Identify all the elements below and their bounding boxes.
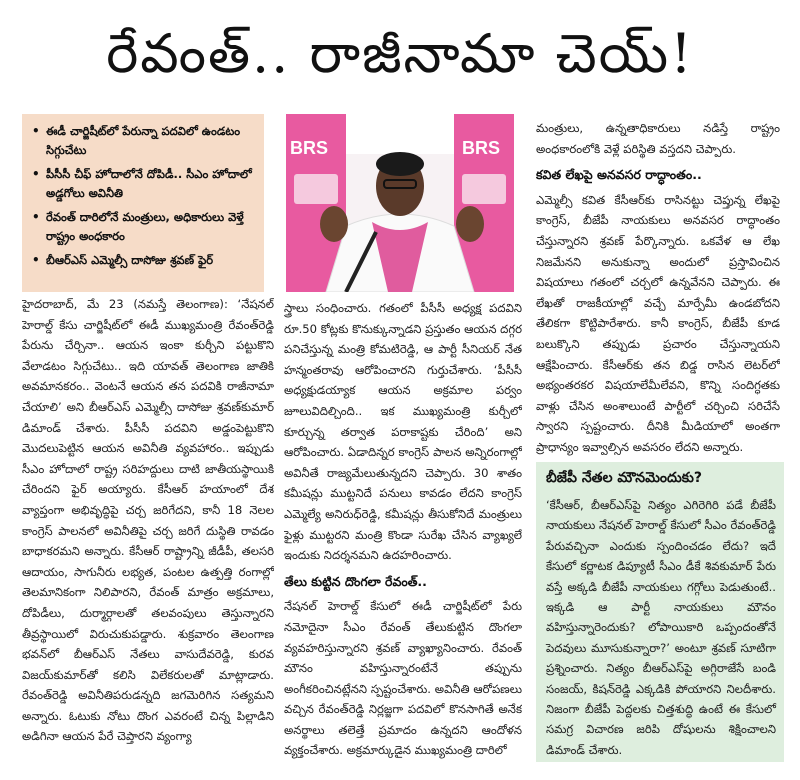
bullet-icon: • (32, 124, 40, 138)
headline: రేవంత్.. రాజీనామా చెయ్! (106, 22, 694, 85)
sidebar-text: ‘కేసీఆర్, బీఆర్‌ఎస్‌పై నిత్యం ఎగిరెగిరి పడే బీజేపీ నాయకులు నేషనల్ హెరాల్డ్ కేసులో సీఎం రేవంత్‌రెడ్డి పేరువచ్చినా ఎందుకు స్పందించడం లేదు? ఇదే కేసులో కర్ణాటక డిప్యూటీ సీఎం డీకే శివకుమార్ పేరు వస్తే అక్కడి బీజేపీ నాయకులు గగ్గోలు పెడుతుంటే.. ఇక్కడి ఆ పార్టీ నాయకులు మౌనం వహిస్తున్నారెందుకు? లోపాయికారి ఒప్పందంతోనే పెదవులు మూసుకున్నారా?’ అంటూ శ్రవణ్ సూటిగా ప్రశ్నించారు. నిత్యం బీఆర్‌ఎస్‌పై అగ్గిరాజేసే బండి సంజయ్, కిషన్‌రెడ్డి ఎక్కడికి పోయారని నిలదీశారు. నిజంగా బీజేపీ పెద్దలకు చిత్తశుద్ధి ఉంటే ఈ కేసులో సమగ్ర విచారణ జరిపి దోషులను శిక్షించాలని డిమాండ్ చేశారు. (546, 498, 776, 757)
body-text: స్త్రాలు సంధించారు. గతంలో పీసీసీ అధ్యక్ష పదవిని రూ.50 కోట్లకు కొనుక్కున్నాడని ప్రస్తుతం ఆయన దగ్గర పనిచేస్తున్న మంత్రి కోమటిరెడ్డి, ఆ పార్టీ సీనియర్ నేత హన్మంతరావు ఆరోపించారని గుర్తుచేశారు. ‘పీసీసీ అధ్యక్షుడయ్యాక ఆయన అక్రమాల పర్వం జూలువిదిల్చింది.. ఇక ముఖ్యమంత్రి కుర్చీలో కూర్చున్న తర్వాత పరాకాష్టకు చేరింది’ అని ఆరోపించారు. ఏడాదిన్నర కాంగ్రెస్ పాలన అన్నిరంగాల్లో అవినీతే రాజ్యమేలుతున్నదని చెప్పారు. 30 శాతం కమీషన్లు ముట్టనిదే పనులు కావడం లేదని కాంగ్రెస్ ఎమ్మెల్యే అనిరుధ్‌రెడ్డి, కమీషన్లు తీసుకోనిదే మంత్రులు ఫైళ్లు ముట్టరని మంత్రి కొండా సురేఖ చేసిన వ్యాఖ్యలే ఇందుకు నిదర్శనమని ఉదహరించారు. (284, 301, 522, 563)
banner-logo: BRS (462, 138, 501, 158)
body-text: ‘నేషనల్ హెరాల్డ్ కేసు చార్జిషీట్‌లో ఈడీ ముఖ్యమంత్రి రేవంత్‌రెడ్డి పేరును చేర్చినా.. ఆయన ఇంకా కుర్చీని పట్టుకొని వేలాడటం సిగ్గుచేటు.. ఇది యావత్ తెలంగాణ జాతికి అవమానకరం.. వెంటనే ఆయన తన పదవికి రాజీనామా చేయాలి’ అని బీఆర్‌ఎస్ ఎమ్మెల్సీ దాసోజు శ్రవణ్‌కుమార్ డిమాండ్ చేశారు. పీసీసీ పదవిని అడ్డంపెట్టుకొని మొదలుపెట్టిన ఆయన అవినీతి వ్యవహారం.. ఇప్పుడు సీఎం హోదాలో రాష్ట్ర సరిహద్దులు దాటి జాతీయస్థాయికి చేరిందని ఫైర్ అయ్యారు. కేసీఆర్ హయాంలో దేశ వ్యాప్తంగా అభివృద్ధిపై చర్చ జరిగేదని, కానీ 18 నెలల కాంగ్రెస్ పాలనలో అవినీతిపై చర్చ జరిగే దుస్థితి రావడం బాధాకరమని అన్నారు. కేసీఆర్ రాష్ట్రాన్ని జీడీపీ, తలసరి ఆదాయం, సాగునీరు లభ్యత, పంటల ఉత్పత్తి రంగాల్లో తెలమానికంగా నిలిపారని, రేవంత్ మాత్రం అక్రమాలు, దోపిడీలు, దుర్మార్గాలతో తలవంపులు తెస్తున్నారని తీవ్రస్థాయిలో విరుచుకుపడ్డారు. శుక్రవారం తెలంగాణ భవన్‌లో బీఆర్‌ఎస్ నేతలు వాసుదేవరెడ్డి, కురవ విజయ్‌కుమార్‌తో కలిసి విలేకరులతో మాట్లాడారు. రేవంత్‌రెడ్డి అవినీతిపరుడన్నది జగమెరిగిన సత్యమని అన్నారు. ఓటుకు నోటు దొంగ ఎవరంటే చిన్న పిల్లాడిని అడిగినా ఆయన పేరే చెప్తారని వ్యంగ్యా (22, 297, 274, 744)
highlight-text: ఈడీ చార్జిషీట్‌లో పేరున్నా పదవిలో ఉండటం సిగ్గుచేటు (46, 124, 241, 157)
body-text: మంత్రులు, ఉన్నతాధికారులు నడిస్తే రాష్ట్రం అంధకారంలోకి వెళ్లే పరిస్థితి వస్తదని చెప్పారు. (536, 121, 780, 156)
highlight-text: పీసీసీ చీఫ్ హోదాలోనే దోపిడీ.. సీఎం హోదాలో అడ్డగోలు అవినీతి (46, 167, 252, 200)
speaker-photo-graphic (286, 114, 514, 292)
bjp-sidebar-box (536, 462, 784, 762)
article-column-1 (22, 294, 274, 764)
banner-logo: BRS (290, 138, 329, 158)
highlight-item (32, 251, 256, 270)
highlight-item (32, 208, 256, 246)
bullet-icon: • (32, 210, 40, 224)
highlight-item (32, 165, 256, 203)
subheading: కవిత లేఖపై అనవసర రాద్ధాంతం.. (536, 167, 702, 183)
body-text: ఎమ్మెల్సీ కవిత కేసీఆర్‌కు రాసినట్టు చెప్తున్న లేఖపై కాంగ్రెస్, బీజేపీ నాయకులు అనవసర రాద్ధాంతం చేస్తున్నారని శ్రవణ్ పేర్కొన్నారు. ఒకవేళ ఆ లేఖ నిజమేనని అనుకున్నా అందులో ప్రస్తావించిన విషయాలు గతంలో చర్చలో ఉన్నవేనని చెప్పారు. ఈ లేఖతో రాజకీయాల్లో వచ్చే మార్పేమీ ఉండబోదని తేలికగా కొట్టిపారేశారు. కానీ కాంగ్రెస్, బీజేపీ కూడ బలుక్కొని తప్పుడు ప్రచారం చేస్తున్నాయని ఆక్షేపించారు. కేసీఆర్‌కు తన బిడ్డ రాసిన లెటర్‌లో అభ్యంతరకర విషయాలేమీలేవని, కొన్ని సందిగ్ధతకు వాళ్లు చేసిన అంశాలుంటే పార్టీలో చర్చించి సరిచేసే స్వారని స్పష్టంచారు. దీనికి మీడియాలో అంతగా ప్రాధాన్యం ఇవ్వాల్సిన అవసరం లేదని అన్నారు. (536, 192, 780, 454)
article-column-3 (536, 118, 780, 458)
left-hand (320, 206, 348, 242)
bullet-icon: • (32, 167, 40, 181)
right-hand (456, 206, 484, 242)
dateline: హైదరాబాద్, మే 23 (నమస్తే తెలంగాణ): (22, 297, 228, 311)
article-column-2 (284, 298, 522, 768)
body-text: నేషనల్ హెరాల్డ్ కేసులో ఈడీ చార్జిషీట్‌లో పేరు నమోదైనా సీఎం రేవంత్ తేలుకుట్టిన దొంగలా వ్యవహరిస్తున్నారని శ్రవణ్ వ్యాఖ్యానించారు. రేవంత్ మౌనం వహిస్తున్నారంటేనే తప్పును అంగీకరించినట్లేనని స్పష్టంచేశారు. అవినీతి ఆరోపణలు వచ్చిన రేవంత్‌రెడ్డి నిర్లజ్జగా పదవిలో కొనసాగితే అనేక అనర్థాలు తలెత్తే ప్రమాదం ఉన్నదని ఆందోళన వ్యక్తంచేశారు. అక్రమార్కుడైన ముఖ్యమంత్రి దారిలో (284, 599, 522, 758)
highlight-text: రేవంత్ దారిలోనే మంత్రులు, అధికారులు వెళ్తే రాష్ట్రం అంధకారం (46, 210, 244, 243)
subheading: తేలు కుట్టిన దొంగలా రేవంత్.. (284, 573, 427, 589)
bullet-icon: • (32, 253, 40, 267)
speaker-photo (286, 114, 514, 292)
highlights-box (22, 114, 264, 292)
highlight-text: బీఆర్‌ఎస్ ఎమ్మెల్సీ దాసోజు శ్రవణ్ ఫైర్ (46, 253, 214, 267)
highlight-item (32, 122, 256, 160)
sidebar-title: బీజేపీ నేతల మౌనమెందుకు? (546, 470, 703, 486)
